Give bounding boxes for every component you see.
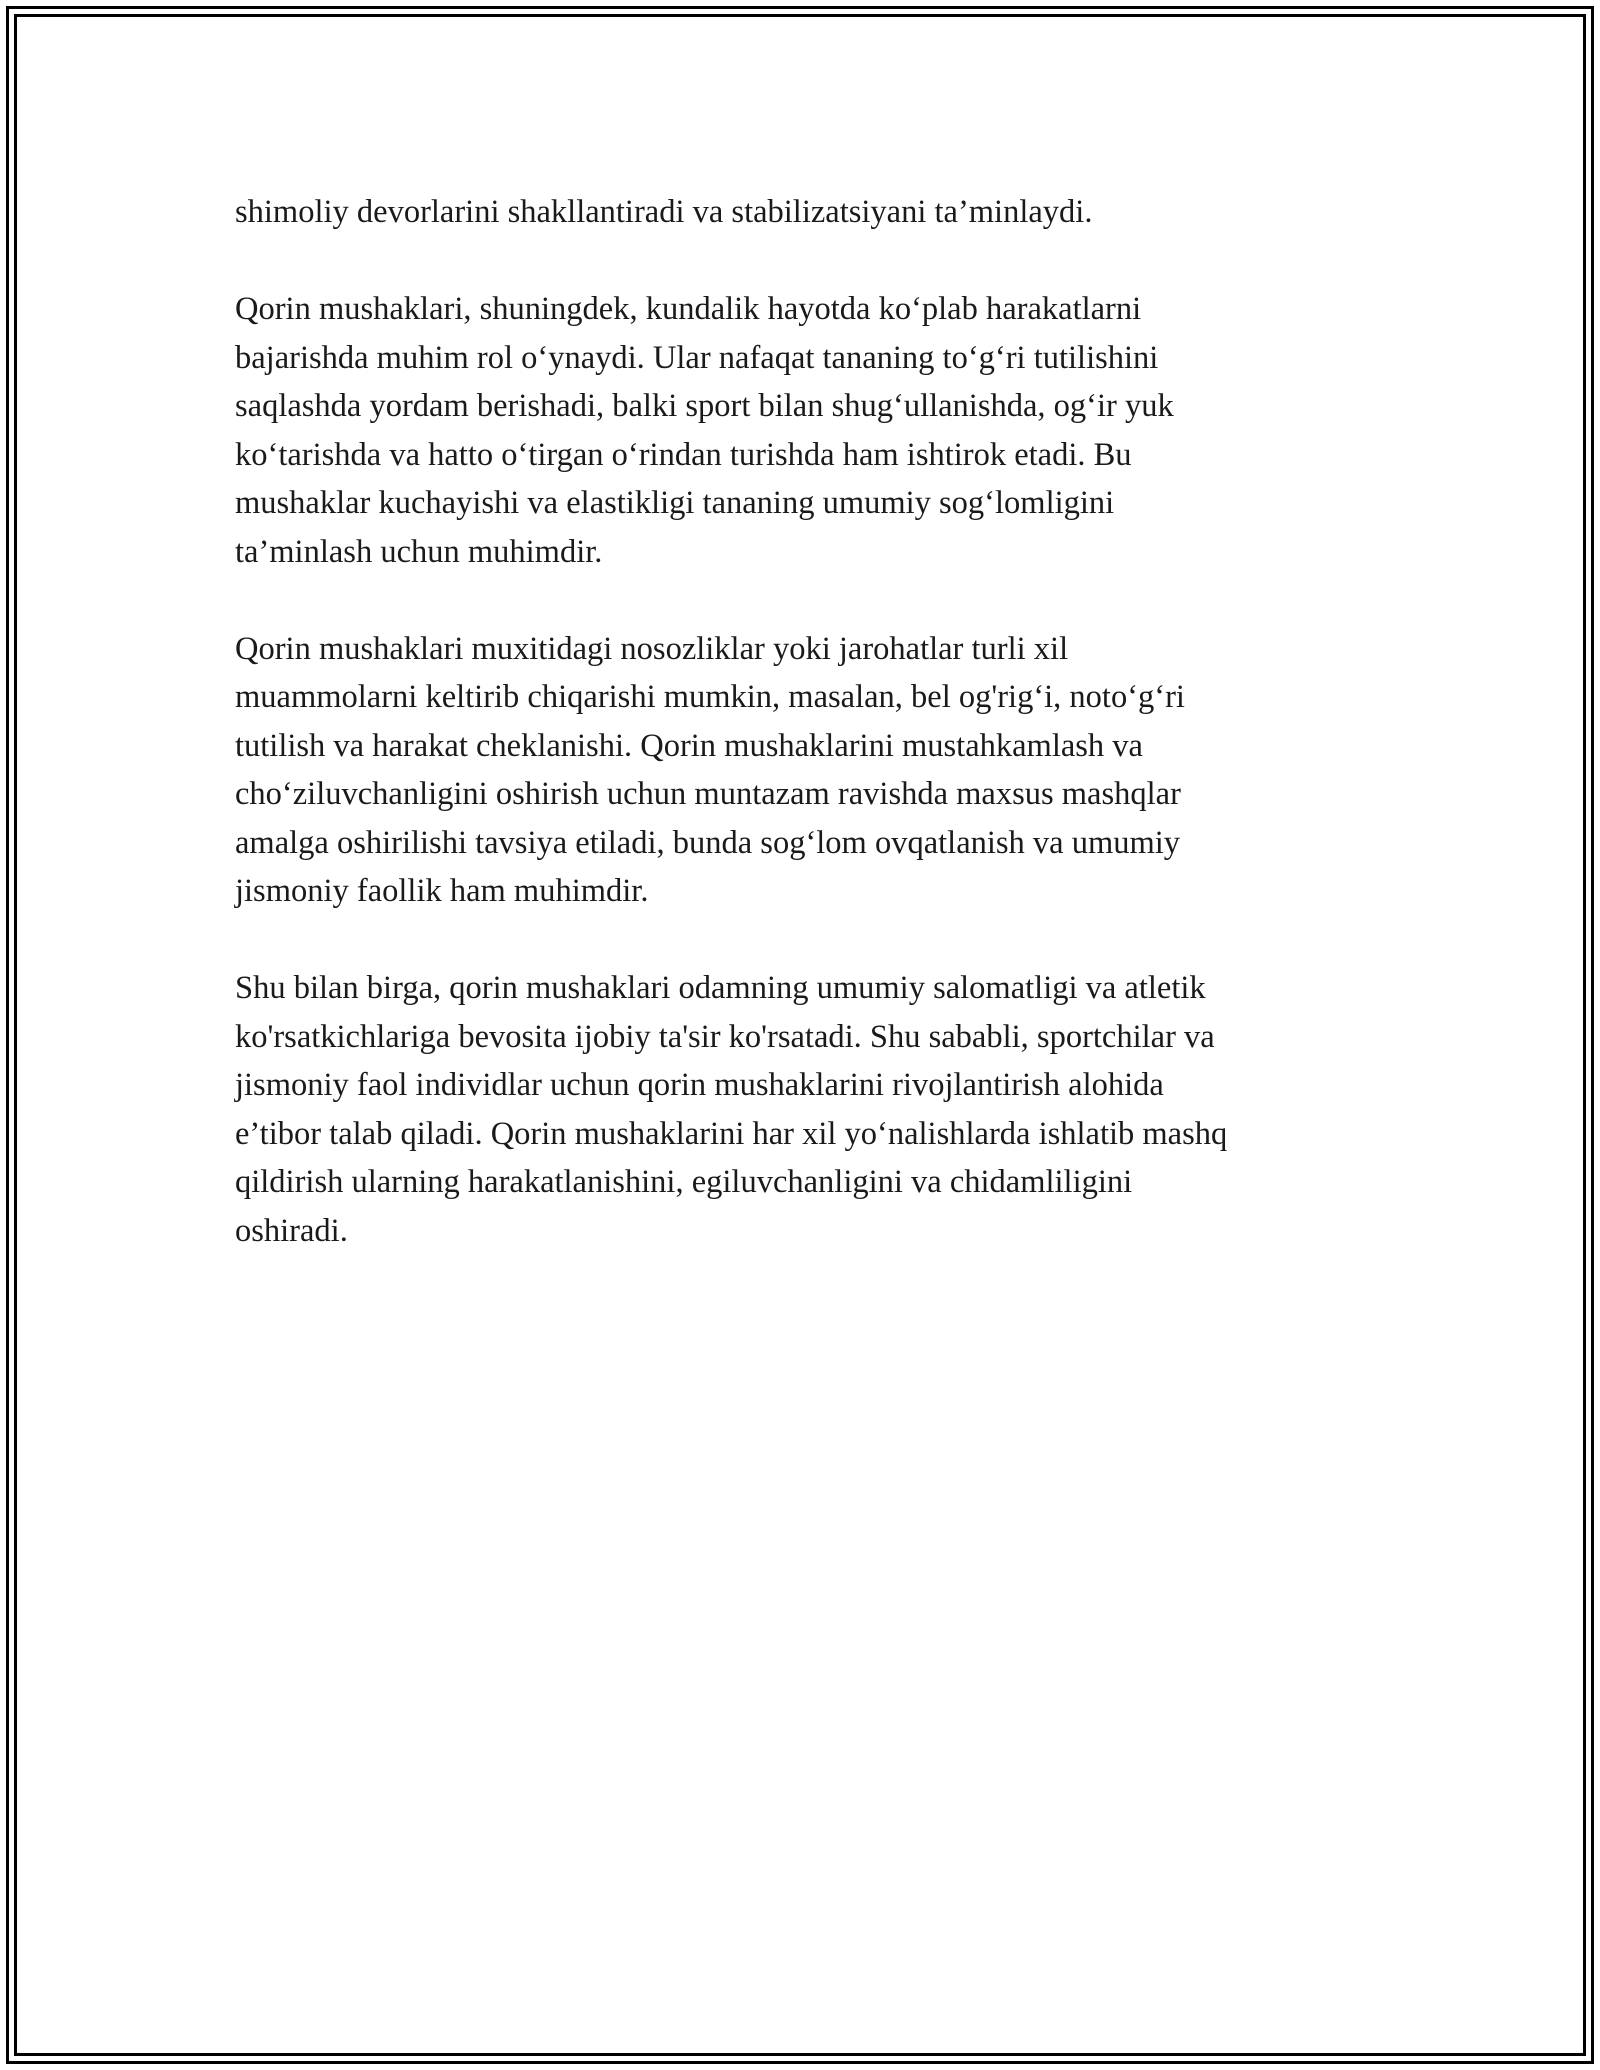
paragraph-3: [235, 625, 1365, 916]
text-line: muammolarni keltirib chiqarishi mumkin, masalan, bel og'rig‘i, noto‘g‘ri: [235, 679, 1185, 715]
text-line: qildirish ularning harakatlanishini, egiluvchanligini va chidamliligini: [235, 1164, 1133, 1200]
text-line: e’tibor talab qiladi. Qorin mushaklarini har xil yo‘nalishlarda ishlatib mashq: [235, 1115, 1228, 1152]
paragraph-2: [235, 285, 1365, 576]
text-line: ko‘tarishda va hatto o‘tirgan o‘rindan turishda ham ishtirok etadi. Bu: [235, 436, 1132, 473]
text-line: cho‘ziluvchanligini oshirish uchun muntazam ravishda maxsus mashqlar: [235, 776, 1181, 812]
text-line: Shu bilan birga, qorin mushaklari odamning umumiy salomatligi va atletik: [235, 970, 1206, 1006]
paragraph-4: [235, 964, 1365, 1255]
text-line: saqlashda yordam berishadi, balki sport bilan shug‘ullanishda, og‘ir yuk: [235, 388, 1174, 424]
text-line: jismoniy faol individlar uchun qorin mushaklarini rivojlantirish alohida: [235, 1067, 1164, 1103]
text-line: jismoniy faollik ham muhimdir.: [235, 873, 649, 909]
text-line: ko'rsatkichlariga bevosita ijobiy ta'sir ko'rsatadi. Shu sababli, sportchilar va: [235, 1018, 1215, 1055]
text-line: tutilish va harakat cheklanishi. Qorin mushaklarini mustahkamlash va: [235, 727, 1143, 764]
paragraph-1: [235, 188, 1365, 237]
text-line: bajarishda muhim rol o‘ynaydi. Ular nafaqat tananing to‘g‘ri tutilishini: [235, 339, 1159, 376]
document-body: [235, 188, 1365, 1304]
text-line: Qorin mushaklari muxitidagi nosozliklar yoki jarohatlar turli xil: [235, 630, 1069, 667]
text-line: Qorin mushaklari, shuningdek, kundalik hayotda ko‘plab harakatlarni: [235, 291, 1142, 327]
text-line: amalga oshirilishi tavsiya etiladi, bunda sog‘lom ovqatlanish va umumiy: [235, 824, 1181, 861]
text-line: oshiradi.: [235, 1212, 348, 1249]
text-line: ta’minlash uchun muhimdir.: [235, 533, 603, 570]
text-line: shimoliy devorlarini shakllantiradi va stabilizatsiyani ta’minlaydi.: [235, 194, 1093, 230]
text-line: mushaklar kuchayishi va elastikligi tananing umumiy sog‘lomligini: [235, 485, 1115, 521]
